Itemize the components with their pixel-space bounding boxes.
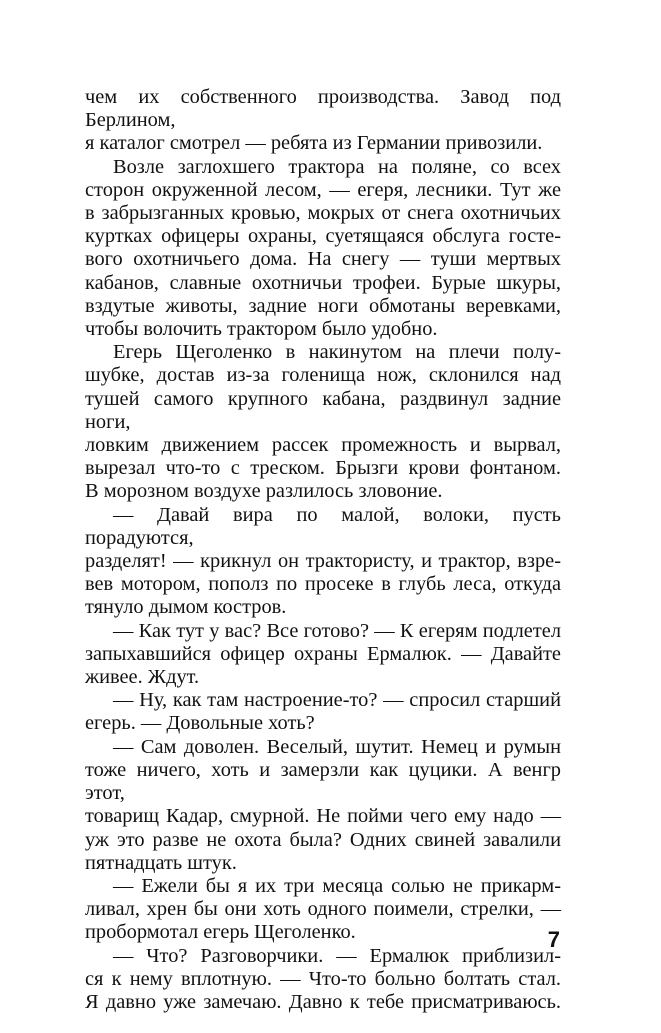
paragraph-line: пятнадцать штук. xyxy=(85,851,237,874)
paragraph-line: куртках офицеры охраны, суетящаяся обслуга госте- xyxy=(85,225,561,248)
paragraph-line: кабанов, славные охотничьи трофеи. Бурые шкуры, xyxy=(85,271,561,294)
paragraph-line: вев мотором, пополз по просеке в глубь леса, откуда xyxy=(85,573,561,596)
paragraph-line: тянуло дымом костров. xyxy=(85,596,287,619)
paragraph-line: живее. Ждут. xyxy=(85,666,200,689)
paragraph-line: тушей самого крупного кабана, раздвинул задние ноги, xyxy=(85,387,561,433)
paragraph-line: вздутые животы, задние ноги обмотаны веревками, xyxy=(85,294,561,317)
paragraph-line: товарищ Кадар, смурной. Не пойми чего ему надо — xyxy=(85,805,561,828)
paragraph-line: разделят! — крикнул он трактористу, и трактор, взре- xyxy=(85,550,561,573)
paragraph-line: Я давно уже замечаю. Давно к тебе присматриваюсь. xyxy=(85,990,561,1013)
paragraph-line: ливал, хрен бы они хоть одного поимели, стрелки, — xyxy=(85,898,561,921)
paragraph-line: ся к нему вплотную. — Что-то больно болтать стал. xyxy=(85,967,561,990)
paragraph-line: Егерь Щеголенко в накинутом на плечи полу- xyxy=(113,341,561,364)
paragraph-line: егерь. — Довольные хоть? xyxy=(85,712,315,735)
page-number: 7 xyxy=(547,927,560,952)
paragraph-line: тоже ничего, хоть и замерзли как цуцики. А венгр этот, xyxy=(85,758,561,805)
paragraph-line: В морозном воздухе разлилось зловоние. xyxy=(85,480,443,503)
paragraph-line: — Сам доволен. Веселый, шутит. Немец и румын xyxy=(113,735,561,758)
paragraph-line: — Как тут у вас? Все готово? — К егерям подлетел xyxy=(113,619,561,642)
paragraph-line: — Давай вира по малой, волоки, пусть порадуются, xyxy=(85,503,561,549)
paragraph-line: Возле заглохшего трактора на поляне, со всех xyxy=(113,155,561,178)
paragraph-line: чем их собственного производства. Завод под Берлином, xyxy=(85,86,561,132)
paragraph-line: — Ну, как там настроение-то? — спросил старший xyxy=(113,689,561,712)
paragraph-line: пробормотал егерь Щеголенко. xyxy=(85,921,356,944)
paragraph-line: запыхавшийся офицер охраны Ермалюк. — Давайте xyxy=(85,642,561,665)
paragraph-line: шубке, достав из-за голенища нож, склонился над xyxy=(85,364,561,387)
paragraph-line: ловким движением рассек промежность и вырвал, xyxy=(85,434,561,457)
paragraph-line: — Ежели бы я их три месяца солью не прикарм- xyxy=(113,874,561,897)
paragraph-line: вого охотничьего дома. На снегу — туши мертвых xyxy=(85,248,561,271)
paragraph-line: уж это разве не охота была? Одних свиней завалили xyxy=(85,828,561,851)
paragraph-line: — Что? Разговорчики. — Ермалюк приблизил- xyxy=(113,944,561,967)
paragraph-line: в забрызганных кровью, мокрых от снега охотничьих xyxy=(85,202,561,225)
paragraph-line: сторон окруженной лесом, — егеря, лесники. Тут же xyxy=(85,178,561,201)
book-page-body xyxy=(85,86,561,1014)
paragraph-line: я каталог смотрел — ребята из Германии привозили. xyxy=(85,132,543,155)
paragraph-line: вырезал что-то с треском. Брызги крови фонтаном. xyxy=(85,457,561,480)
paragraph-line: чтобы волочить трактором было удобно. xyxy=(85,318,438,341)
